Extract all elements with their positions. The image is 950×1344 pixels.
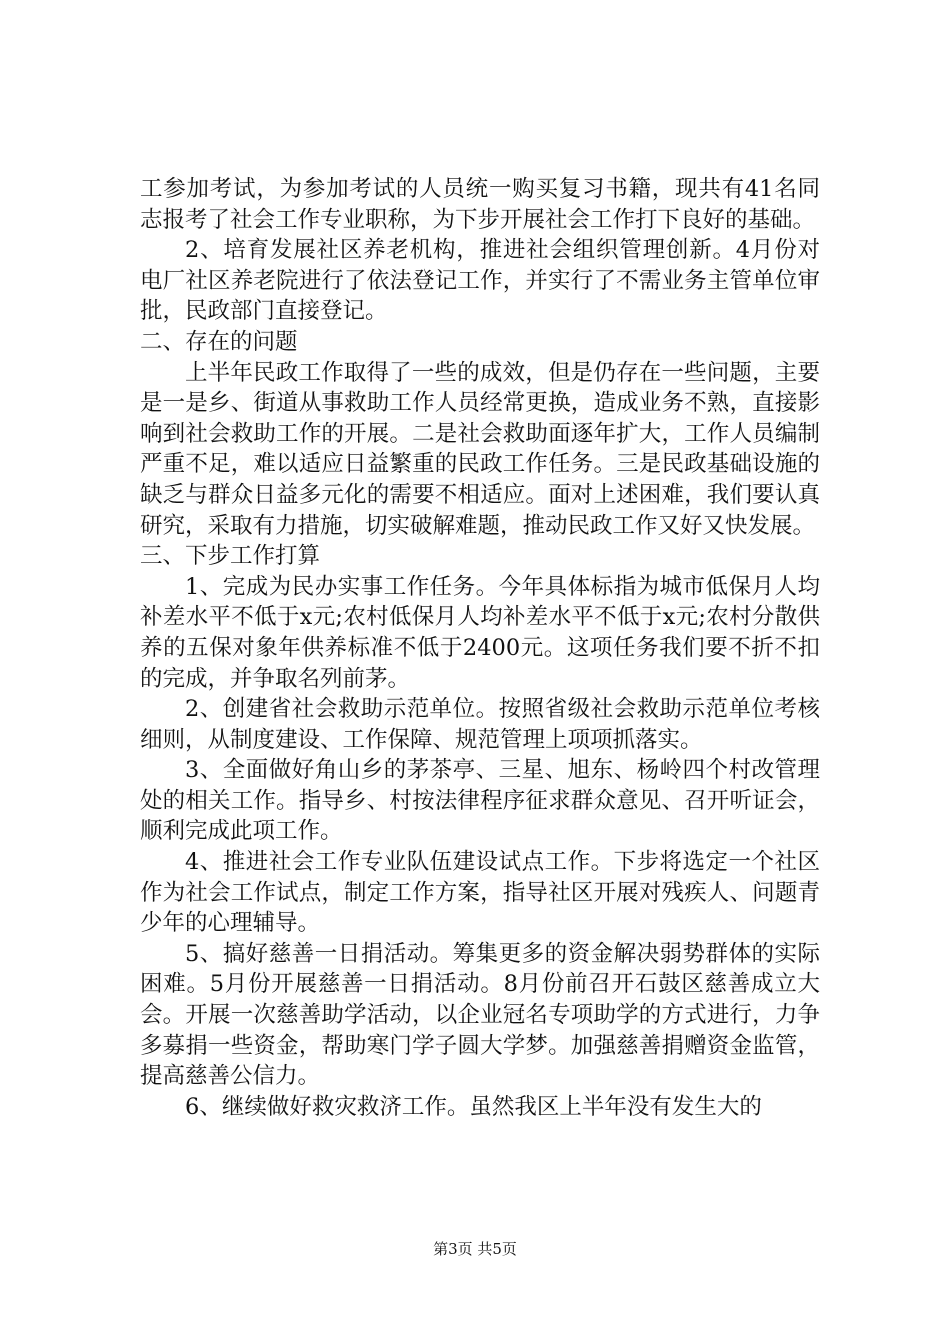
document-body	[140, 174, 820, 1122]
paragraph-item-2: 2、培育发展社区养老机构，推进社会组织管理创新。4月份对电厂社区养老院进行了依法登记工作，并实行了不需业务主管单位审批，民政部门直接登记。	[140, 237, 820, 325]
paragraph-plan-2: 2、创建省社会救助示范单位。按照省级社会救助示范单位考核细则，从制度建设、工作保障、规范管理上项项抓落实。	[140, 696, 820, 753]
section-heading-plans: 三、下步工作打算	[140, 543, 321, 570]
paragraph-continuation: 工参加考试，为参加考试的人员统一购买复习书籍，现共有41名同志报考了社会工作专业职称，为下步开展社会工作打下良好的基础。	[140, 176, 820, 233]
paragraph-plan-4: 4、推进社会工作专业队伍建设试点工作。下步将选定一个社区作为社会工作试点，制定工作方案，指导社区开展对残疾人、问题青少年的心理辅导。	[140, 849, 820, 937]
paragraph-plan-6: 6、继续做好救灾救济工作。虽然我区上半年没有发生大的	[185, 1093, 762, 1120]
section-heading-problems: 二、存在的问题	[140, 328, 298, 355]
paragraph-plan-1: 1、完成为民办实事工作任务。今年具体标指为城市低保月人均补差水平不低于x元;农村低保月人均补差水平不低于x元;农村分散供养的五保对象年供养标准不低于2400元。这项任务我们要不折不扣的完成，并争取名列前茅。	[140, 573, 820, 692]
paragraph-plan-5: 5、搞好慈善一日捐活动。筹集更多的资金解决弱势群体的实际困难。5月份开展慈善一日捐活动。8月份前召开石鼓区慈善成立大会。开展一次慈善助学活动，以企业冠名专项助学的方式进行，力争多募捐一些资金，帮助寒门学子圆大学梦。加强慈善捐赠资金监管，提高慈善公信力。	[140, 940, 820, 1090]
page-footer: 第3页 共5页	[433, 1240, 517, 1258]
paragraph-plan-3: 3、全面做好角山乡的茅茶亭、三星、旭东、杨岭四个村改管理处的相关工作。指导乡、村按法律程序征求群众意见、召开听证会，顺利完成此项工作。	[140, 757, 820, 845]
paragraph-problems: 上半年民政工作取得了一些的成效，但是仍存在一些问题，主要是一是乡、街道从事救助工作人员经常更换，造成业务不熟，直接影响到社会救助工作的开展。二是社会救助面逐年扩大，工作人员编制严重不足，难以适应日益繁重的民政工作任务。三是民政基础设施的缺乏与群众日益多元化的需要不相适应。面对上述困难，我们要认真研究，采取有力措施，切实破解难题，推动民政工作又好又快发展。	[140, 359, 820, 539]
